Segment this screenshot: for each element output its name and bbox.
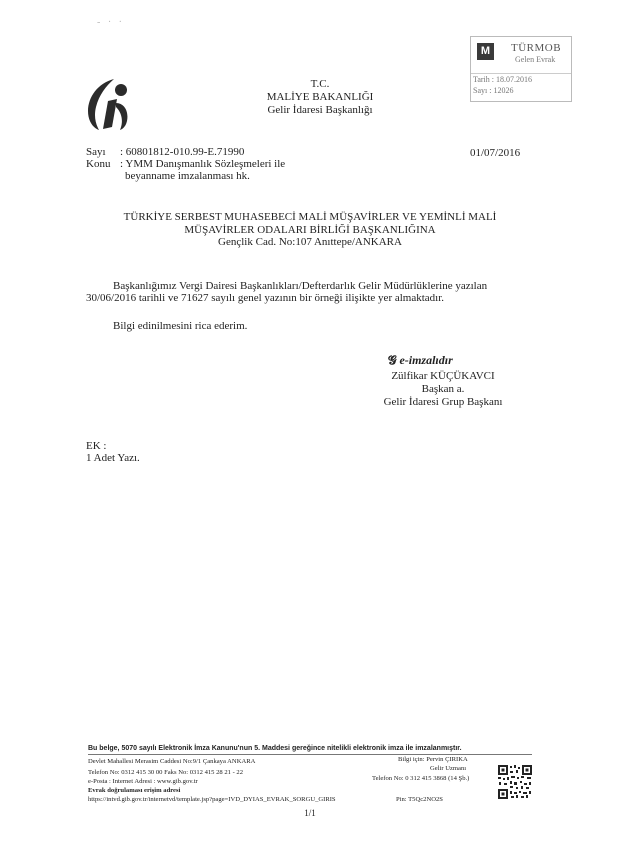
e-signature-notice: Bu belge, 5070 sayılı Elektronik İmza Kanunu'nun 5. Maddesi gereğince nitelikli elektronik imza ile imzalanmıştır. <box>88 745 462 752</box>
footer-pin: Pin: T5Qc2NO2S <box>396 796 443 803</box>
stamp-subtitle: Gelen Evrak <box>515 55 556 64</box>
footer-address: Devlet Mahallesi Merasim Caddesi No:9/1 Çankaya ANKARA <box>88 758 256 765</box>
stamp-date: Tarih : 18.07.2016 <box>473 75 532 84</box>
header-tc: T.C. <box>310 78 330 90</box>
footer-verify-link[interactable]: https://intvd.gib.gov.tr/internetvd/template.jsp?page=IVD_DYIAS_EVRAK_SORGU_GIRIS <box>88 796 336 803</box>
konu-value-cont: beyanname imzalanması hk. <box>125 170 250 182</box>
signatory-name: Zülfikar KÜÇÜKAVCI <box>391 370 495 382</box>
stamp-divider <box>471 73 571 74</box>
footer-contact-role: Gelir Uzmanı <box>430 765 467 772</box>
footer-email: e-Posta : Internet Adresi : www.gib.gov.tr <box>88 778 198 785</box>
footer-contact: Bilgi için: Pervin ÇIRIKA <box>398 756 468 763</box>
stamp-title: TÜRMOB <box>511 42 562 54</box>
body-closing: Bilgi edinilmesini rica ederim. <box>113 320 248 332</box>
sayi-label: Sayı <box>86 146 106 158</box>
sayi-value: : 60801812-010.99-E.71990 <box>120 146 245 158</box>
footer-divider <box>88 754 532 755</box>
turmob-logo-icon: M <box>477 43 494 60</box>
header-ministry: MALİYE BAKANLIĞI <box>266 91 374 103</box>
scan-mark: - · · <box>97 17 122 28</box>
footer-contact-phone: Telefon No: 0 312 415 3868 (14 Şb.) <box>372 775 470 782</box>
addressee-line: TÜRKİYE SERBEST MUHASEBECİ MALİ MÜŞAVİRLER VE YEMİNLİ MALİ <box>123 211 497 223</box>
e-signature-mark: 𝓖 e-imzalıdır <box>388 353 453 367</box>
body-paragraph-cont: 30/06/2016 tarihli ve 71627 sayılı genel yazının bir örneği ilişikte yer almaktadır. <box>86 292 445 304</box>
konu-label: Konu <box>86 158 111 170</box>
qr-code-icon <box>497 764 533 800</box>
body-paragraph: Başkanlığımız Vergi Dairesi Başkanlıkları/Defterdarlık Gelir Müdürlüklerine yazılan <box>113 280 488 292</box>
konu-value: : YMM Danışmanlık Sözleşmeleri ile <box>120 158 286 170</box>
addressee-line: MÜŞAVİRLER ODALARI BİRLİĞİ BAŞKANLIĞINA <box>184 224 436 236</box>
page-number: 1/1 <box>304 808 316 818</box>
footer-phone: Telefon No: 0312 415 30 00 Faks No: 0312 415 28 21 - 22 <box>88 769 244 776</box>
stamp-number: Sayı : 12026 <box>473 86 514 95</box>
attachment-item: 1 Adet Yazı. <box>86 452 140 464</box>
addressee-address: Gençlik Cad. No:107 Anıttepe/ANKARA <box>218 236 402 248</box>
header-department: Gelir İdaresi Başkanlığı <box>267 104 373 116</box>
footer-verify-label: Evrak doğrulaması erişim adresi <box>88 787 181 794</box>
document-date: 01/07/2016 <box>470 147 521 159</box>
attachments-label: EK : <box>86 440 107 452</box>
signatory-title: Gelir İdaresi Grup Başkanı <box>383 396 503 408</box>
signatory-title: Başkan a. <box>421 383 465 395</box>
